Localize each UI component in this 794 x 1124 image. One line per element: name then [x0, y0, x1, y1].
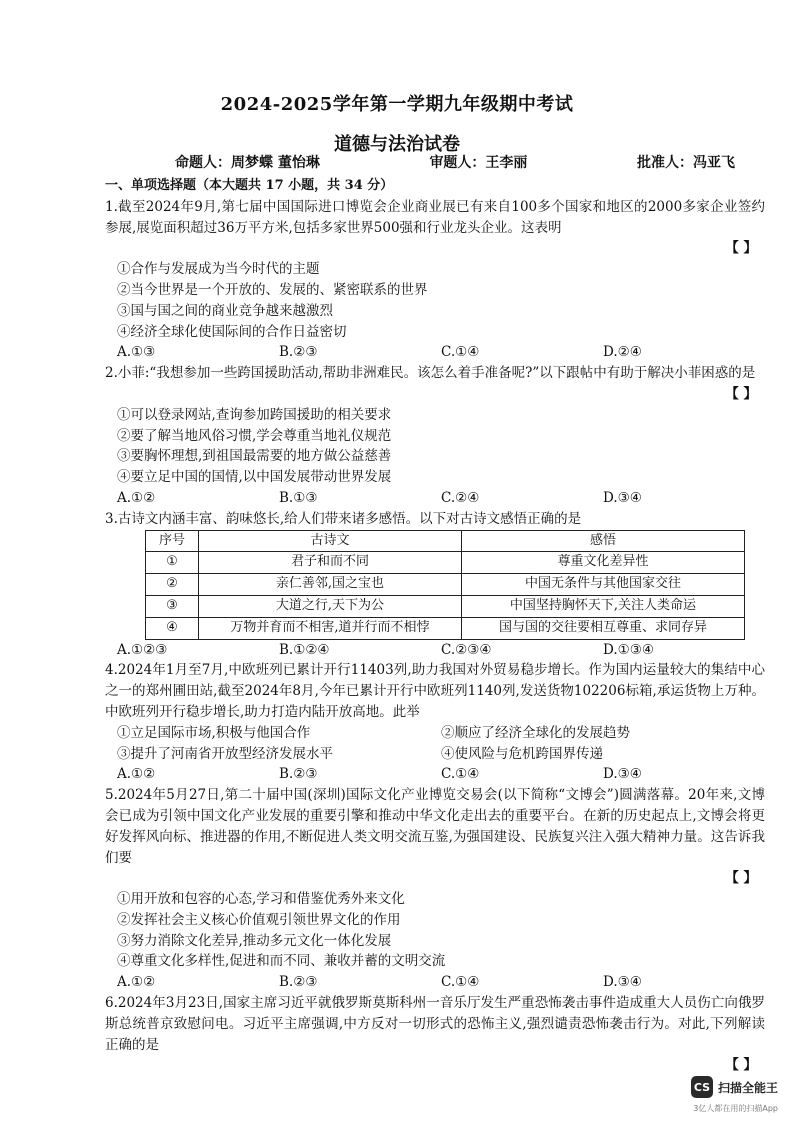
choice-b: B.①③ — [279, 489, 318, 506]
question-3-stem: 3.古诗文内涵丰富、韵味悠长,给人们带来诸多感悟。以下对古诗文感悟正确的是 — [105, 510, 582, 527]
q2-option-1: ①可以登录网站,查询参加跨国援助的相关要求 — [117, 406, 392, 423]
q1-choices — [105, 342, 765, 363]
choice-c: C.①④ — [441, 344, 480, 361]
choice-a: A.①②③ — [117, 641, 168, 658]
q5-option-4: ④尊重文化多样性,促进和而不同、兼收并蓄的文明交流 — [117, 953, 446, 970]
q4-choices — [105, 764, 765, 785]
table-row — [146, 617, 745, 639]
q1-option-1: ①合作与发展成为当今时代的主题 — [117, 261, 320, 278]
q4-option-2: ②顺应了经济全球化的发展趋势 — [441, 724, 630, 741]
q4-option-3: ③提升了河南省开放型经济发展水平 — [117, 745, 333, 762]
row-poem: 君子和而不同 — [199, 552, 462, 574]
q3-choices — [105, 640, 765, 661]
row-number: ① — [146, 552, 199, 574]
reviewer: 审题人：王李丽 — [429, 155, 528, 171]
row-number: ② — [146, 574, 199, 596]
scanner-app-name: 扫描全能王 — [717, 1080, 778, 1095]
choice-b: B.②③ — [279, 974, 318, 991]
question-2-stem: 2.小菲:“我想参加一些跨国援助活动,帮助非洲难民。该怎么着手准备呢?”以下跟帖中有助于解决小菲困惑的是 — [105, 365, 756, 382]
choice-c: C.②③④ — [441, 641, 492, 658]
question-6-stem: 6.2024年3月23日,国家主席习近平就俄罗斯莫斯科州一音乐厅发生严重恐怖袭击事件造成重大人员伤亡向俄罗斯总统普京致慰问电。习近平主席强调,中方反对一切形式的恐怖主义,强烈谴责恐怖袭击行为。对此,下列解读正确的是 — [105, 995, 765, 1053]
q1-option-2: ②当今世界是一个开放的、发展的、紧密联系的世界 — [117, 281, 428, 298]
answer-bracket: 【 】 — [725, 1057, 757, 1074]
poem-table — [145, 530, 745, 640]
choice-d: D.③④ — [603, 766, 642, 783]
table-row — [146, 574, 745, 596]
q5-option-1: ①用开放和包容的心态,学习和借鉴优秀外来文化 — [117, 891, 405, 908]
q5-option-2: ②发挥社会主义核心价值观引领世界文化的作用 — [117, 911, 401, 928]
q2-option-3: ③要胸怀理想,到祖国最需要的地方做公益慈善 — [117, 448, 392, 465]
scanner-tagline: 3亿人都在用的扫描App — [693, 1104, 778, 1113]
exam-subject: 道德与法治试卷 — [334, 134, 460, 155]
choice-a: A.①③ — [117, 344, 156, 361]
row-number: ④ — [146, 617, 199, 639]
table-row — [146, 552, 745, 574]
q4-options-row-1 — [105, 723, 765, 744]
approver: 批准人：冯亚飞 — [637, 155, 735, 171]
answer-bracket: 【 】 — [725, 870, 757, 887]
table-row — [146, 595, 745, 617]
choice-b: B.②③ — [279, 766, 318, 783]
section-heading: 一、单项选择题（本大题共 17 小题，共 34 分） — [105, 178, 394, 193]
author: 命题人：周梦蝶 董怡琳 — [175, 155, 320, 171]
scanner-logo-icon: CS — [691, 1076, 713, 1098]
row-poem: 亲仁善邻,国之宝也 — [199, 574, 462, 596]
choice-c: C.①④ — [441, 974, 480, 991]
q5-choices — [105, 972, 765, 993]
q2-option-4: ④要立足中国的国情,以中国发展带动世界发展 — [117, 469, 392, 486]
choice-a: A.①② — [117, 766, 156, 783]
header-number: 序号 — [146, 530, 199, 552]
q1-option-4: ④经济全球化使国际间的合作日益密切 — [117, 323, 347, 340]
exam-content — [105, 176, 765, 1076]
choice-c: C.②④ — [441, 489, 480, 506]
header-poem: 古诗文 — [199, 530, 462, 552]
q4-option-4: ④使风险与危机跨国界传递 — [441, 745, 603, 762]
choice-c: C.①④ — [441, 766, 480, 783]
table-header-row — [146, 530, 745, 552]
scanner-watermark — [691, 1076, 778, 1098]
question-4-stem: 4.2024年1月至7月,中欧班列已累计开行11403列,助力我国对外贸易稳步增长。作为国内运量较大的集结中心之一的郑州圃田站,截至2024年8月,今年已累计开行中欧班列1140列,发送货物102206标箱,承运货物上万种。中欧班列开行稳步增长,助力打造内陆开放高地。此举 — [105, 662, 765, 720]
choice-a: A.①② — [117, 974, 156, 991]
row-poem: 大道之行,天下为公 — [199, 595, 462, 617]
q1-option-3: ③国与国之间的商业竞争越来越激烈 — [117, 302, 333, 319]
row-number: ③ — [146, 595, 199, 617]
row-insight: 中国无条件与其他国家交往 — [462, 574, 745, 596]
exam-title: 2024-2025学年第一学期九年级期中考试 — [220, 94, 574, 115]
choice-d: D.③④ — [603, 974, 642, 991]
answer-bracket: 【 】 — [725, 385, 757, 402]
row-insight: 尊重文化差异性 — [462, 552, 745, 574]
q5-option-3: ③努力消除文化差异,推动多元文化一体化发展 — [117, 932, 392, 949]
choice-b: B.②③ — [279, 344, 318, 361]
choice-b: B.①②④ — [279, 641, 330, 658]
q2-option-2: ②要了解当地风俗习惯,学会尊重当地礼仪规范 — [117, 427, 392, 444]
row-insight: 国与国的交往要相互尊重、求同存异 — [462, 617, 745, 639]
choice-a: A.①② — [117, 489, 156, 506]
choice-d: D.②④ — [603, 344, 642, 361]
row-poem: 万物并育而不相害,道并行而不相悖 — [199, 617, 462, 639]
header-insight: 感悟 — [462, 530, 745, 552]
choice-d: D.③④ — [603, 489, 642, 506]
question-5-stem: 5.2024年5月27日,第二十届中国(深圳)国际文化产业博览交易会(以下简称“文博会”)圆满落幕。20年来,文博会已成为引领中国文化产业发展的重要引擎和推动中华文化走出去的重要平台。在新的历史起点上,文博会将更好发挥风向标、推进器的作用,不断促进人类文明交流互鉴,为强国建设、民族复兴注入强大精神力量。这告诉我们要 — [105, 787, 765, 866]
q4-option-1: ①立足国际市场,积极与他国合作 — [117, 724, 311, 741]
exam-staff — [175, 152, 735, 172]
q4-options-row-2 — [105, 744, 765, 765]
row-insight: 中国坚持胸怀天下,关注人类命运 — [462, 595, 745, 617]
choice-d: D.①③④ — [603, 641, 654, 658]
question-1-stem: 1.截至2024年9月,第七届中国国际进口博览会企业商业展已有来自100多个国家和地区的2000多家企业签约参展,展览面积超过36万平方米,包括多家世界500强和行业龙头企业。这表明 — [105, 198, 765, 236]
q2-choices — [105, 488, 765, 509]
answer-bracket: 【 】 — [725, 240, 757, 257]
